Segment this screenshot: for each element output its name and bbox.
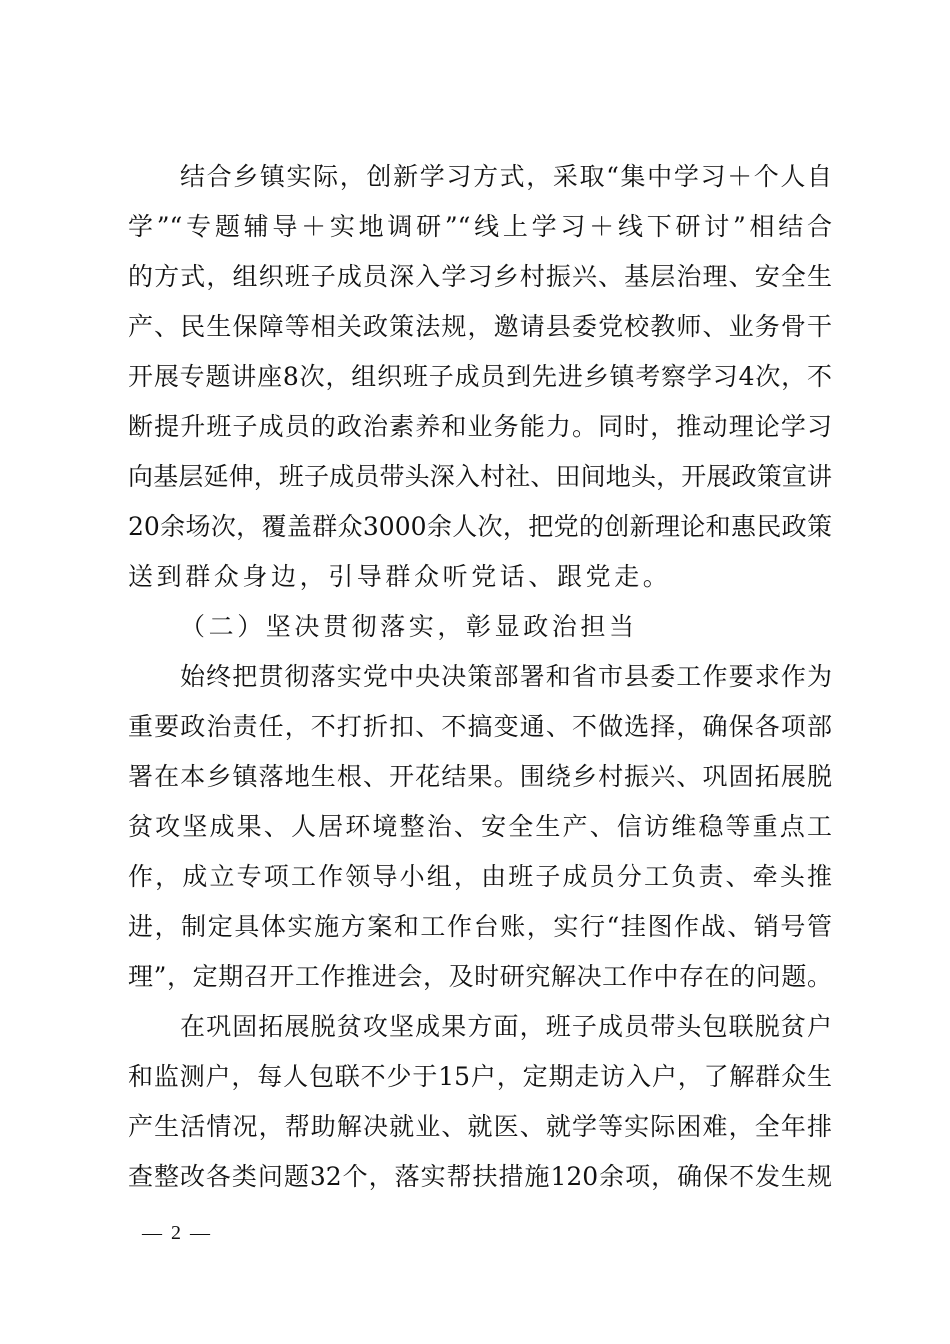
text-line: 产、民生保障等相关政策法规，邀请县委党校教师、业务骨干 [128, 312, 832, 341]
text-line: 始终把贯彻落实党中央决策部署和省市县委工作要求作为 [180, 662, 832, 691]
text-line: 产生活情况，帮助解决就业、就医、就学等实际困难，全年排 [128, 1112, 832, 1141]
text-line: 查整改各类问题32个，落实帮扶措施120余项，确保不发生规 [128, 1162, 832, 1191]
text-line: 的方式，组织班子成员深入学习乡村振兴、基层治理、安全生 [128, 262, 832, 291]
text-line: 重要政治责任，不打折扣、不搞变通、不做选择，确保各项部 [128, 712, 832, 741]
section-heading [128, 602, 832, 652]
text-line: 结合乡镇实际，创新学习方式，采取“集中学习＋个人自 [180, 162, 832, 191]
text-line: 断提升班子成员的政治素养和业务能力。同时，推动理论学习 [128, 412, 832, 441]
text-line: 理”，定期召开工作推进会，及时研究解决工作中存在的问题。 [128, 962, 832, 991]
page-number: — 2 — [142, 1222, 212, 1244]
text-line: 在巩固拓展脱贫攻坚成果方面，班子成员带头包联脱贫户 [180, 1012, 832, 1041]
text-line: 20余场次，覆盖群众3000余人次，把党的创新理论和惠民政策 [128, 512, 832, 541]
text-line: 作，成立专项工作领导小组，由班子成员分工负责、牵头推 [128, 862, 832, 891]
text-line: 和监测户，每人包联不少于15户，定期走访入户，了解群众生 [128, 1062, 832, 1091]
paragraph-study-methods [128, 152, 832, 602]
document-page [128, 152, 832, 1202]
text-line: 贫攻坚成果、人居环境整治、安全生产、信访维稳等重点工 [128, 812, 832, 841]
text-line: 学”“专题辅导＋实地调研”“线上学习＋线下研讨”相结合 [128, 212, 832, 241]
paragraph-poverty-alleviation [128, 1002, 832, 1202]
paragraph-implementation [128, 652, 832, 1002]
text-line: 进，制定具体实施方案和工作台账，实行“挂图作战、销号管 [128, 912, 832, 941]
text-line: 向基层延伸，班子成员带头深入村社、田间地头，开展政策宣讲 [128, 462, 832, 491]
text-line: 开展专题讲座8次，组织班子成员到先进乡镇考察学习4次，不 [128, 362, 832, 391]
text-line: 送到群众身边，引导群众听党话、跟党走。 [128, 562, 672, 591]
heading-text: （二）坚决贯彻落实，彰显政治担当 [180, 612, 638, 641]
text-line: 署在本乡镇落地生根、开花结果。围绕乡村振兴、巩固拓展脱 [128, 762, 832, 791]
